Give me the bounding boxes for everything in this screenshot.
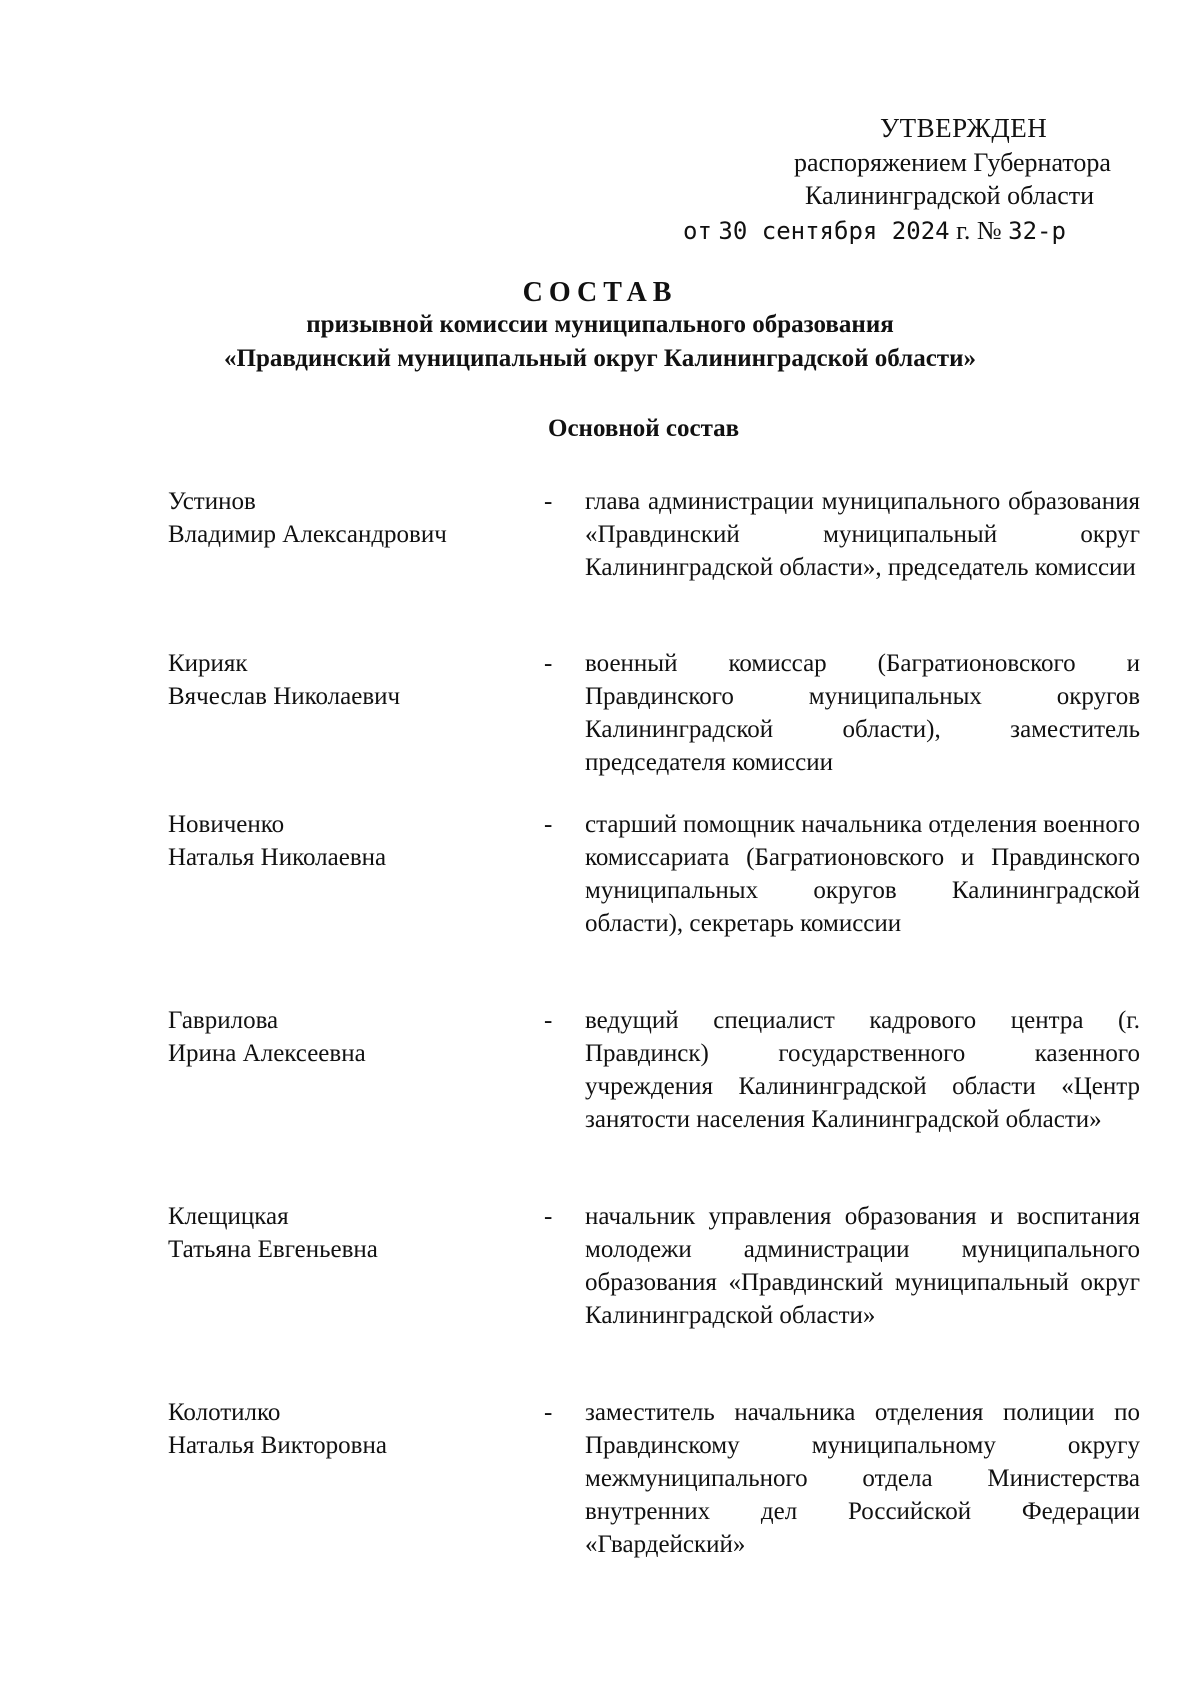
member-dash: -	[544, 1399, 553, 1426]
member-given-names: Владимир Александрович	[168, 521, 447, 548]
approval-date-suffix: г. №	[956, 216, 1002, 245]
member-name	[168, 1396, 528, 1462]
member-surname: Гаврилова	[168, 1007, 279, 1034]
member-given-names: Ирина Алексеевна	[168, 1040, 366, 1067]
member-name	[168, 808, 528, 874]
approval-region: Калининградской области	[805, 181, 1095, 210]
member-role: ведущий специалист кадрового центра (г. Правдинск) государственного казенного учреждения Калининградской области «Центр занятости населения Калининградской области»	[585, 1007, 1140, 1133]
member-name	[168, 485, 528, 551]
member-surname: Кирияк	[168, 650, 248, 677]
member-name	[168, 1004, 528, 1070]
member-dash: -	[544, 1203, 553, 1230]
member-dash: -	[544, 1007, 553, 1034]
member-dash: -	[544, 811, 553, 838]
member-given-names: Наталья Николаевна	[168, 844, 387, 871]
member-surname: Колотилко	[168, 1399, 281, 1426]
member-role: начальник управления образования и воспитания молодежи администрации муниципального образования «Правдинский муниципальный округ Калининградской области»	[585, 1203, 1140, 1329]
member-surname: Устинов	[168, 488, 256, 515]
document-subtitle-line1: призывной комиссии муниципального образования	[306, 311, 894, 338]
member-name	[168, 647, 528, 713]
member-dash: -	[544, 488, 553, 515]
member-dash: -	[544, 650, 553, 677]
approval-number: 32-р	[1008, 217, 1066, 245]
member-given-names: Татьяна Евгеньевна	[168, 1236, 378, 1263]
member-role: заместитель начальника отделения полиции по Правдинскому муниципальному округу межмуниципального отдела Министерства внутренних дел Российской Федерации «Гвардейский»	[585, 1399, 1140, 1558]
member-name	[168, 1200, 528, 1266]
member-surname: Новиченко	[168, 811, 285, 838]
approval-date-prefix: от	[683, 217, 712, 245]
member-role: глава администрации муниципального образования «Правдинский муниципальный округ Калининградской области», председатель комиссии	[585, 488, 1140, 581]
member-given-names: Вячеслав Николаевич	[168, 683, 401, 710]
document-subtitle-line2: «Правдинский муниципальный округ Калининградской области»	[224, 345, 976, 372]
member-given-names: Наталья Викторовна	[168, 1432, 387, 1459]
document-title: СОСТАВ	[522, 277, 678, 308]
member-surname: Клещицкая	[168, 1203, 289, 1230]
member-role: старший помощник начальника отделения военного комиссариата (Багратионовского и Правдинского муниципальных округов Калининградской области), секретарь комиссии	[585, 811, 1141, 937]
section-title: Основной состав	[548, 415, 740, 442]
approval-authority: распоряжением Губернатора	[794, 148, 1111, 177]
approval-date: 30 сентября 2024	[718, 217, 950, 245]
member-role: военный комиссар (Багратионовского и Правдинского муниципальных округов Калининградской области), заместитель председателя комиссии	[585, 650, 1140, 776]
approval-title: УТВЕРЖДЕН	[880, 113, 1048, 143]
